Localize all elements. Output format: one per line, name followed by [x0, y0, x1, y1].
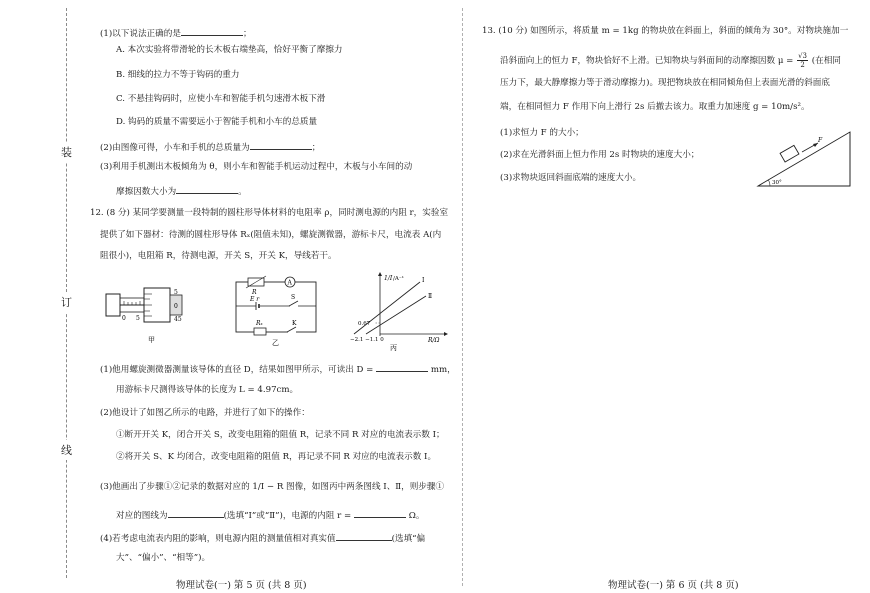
answer-blank [376, 362, 428, 372]
graph-y-unit: /A⁻¹ [393, 276, 404, 282]
figure-incline [752, 128, 858, 194]
circuit-source-label: E r [250, 296, 260, 303]
q11-option-b: B. 细线的拉力不等于钩码的重力 [116, 70, 240, 80]
q11-part3-line2: 摩擦因数大小为 。 [116, 184, 247, 198]
q13-line3: 压力下，最大静摩擦力等于滑动摩擦力)。现把物块放在相同倾角但上表面光滑的斜面底 [500, 78, 830, 88]
q12-part4-line2: 大”、“偏小”、“相等”)。 [116, 553, 211, 563]
micrometer-label-0b: 0 [122, 315, 126, 322]
q11-option-d: D. 钩码的质量不需要远小于智能手机和小车的总质量 [116, 117, 318, 127]
figure-graph [340, 270, 450, 356]
graph-x-tick-labels: −2.1 −1.1 0 [350, 337, 384, 343]
circuit-ammeter-label: A [287, 279, 292, 287]
answer-blank [354, 508, 406, 518]
q12-line2: 提供了如下器材：待测的圆柱形导体 Rₓ(阻值未知)，螺旋测微器，游标卡尺，电流表 A(内 [100, 230, 442, 240]
q13-part1: (1)求恒力 F 的大小； [500, 128, 584, 138]
q11-part3-line1: (3)利用手机测出木板倾角为 θ，则小车和智能手机运动过程中，木板与小车间的动 [100, 162, 413, 172]
binding-char-zhuang: 装 [61, 142, 72, 162]
q11-option-a: A. 本次实验将带滑轮的长木板右端垫高，恰好平衡了摩擦力 [116, 45, 343, 55]
q13-line2: 沿斜面向上的恒力 F，物块恰好不上滑。已知物块与斜面间的动摩擦因数 μ = $\frac{√3}{2}$ (在相同 [500, 52, 841, 69]
q12-part1-line1: (1)他用螺旋测微器测量该导体的直径 D，结果如图甲所示，可读出 D = mm， [100, 362, 456, 376]
answer-blank [181, 26, 243, 36]
figure-label-bing: 丙 [390, 344, 397, 352]
binding-char-ding: 订 [61, 292, 72, 312]
q12-line3: 阻很小)，电阻箱 R，待测电源，开关 S，开关 K，导线若干。 [100, 251, 337, 261]
q13-line4: 端，在相同恒力 F 作用下向上滑行 2s 后撤去该力。取重力加速度 g = 10m/s²。 [500, 102, 810, 112]
answer-blank [250, 140, 312, 150]
block [780, 145, 799, 162]
figure-label-yi: 乙 [272, 339, 279, 346]
graph-intercept-label: 0.67 [358, 321, 371, 327]
angle-label: 30° [772, 180, 782, 186]
binding-char-xian: 线 [61, 440, 72, 460]
answer-blank [176, 184, 238, 194]
q12-part3-line2: 对应的图线为 (选填“Ⅰ”或“Ⅱ”)，电源的内阻 r = Ω。 [116, 508, 424, 522]
figure-micrometer [104, 280, 214, 350]
page-footer-right: 物理试卷(一) 第 6 页 (共 8 页) [608, 580, 739, 591]
q13-part2: (2)求在光滑斜面上恒力作用 2s 时物块的速度大小； [500, 150, 700, 160]
graph-line-ii [366, 296, 426, 334]
figure-label-jia: 甲 [148, 336, 155, 344]
q13-heading: 13. (10 分) 如图所示，将质量 m = 1kg 的物块放在斜面上，斜面的倾角为 30°。对物块施加一 [482, 26, 849, 36]
mu-fraction: $\frac{√3}{2}$ [798, 52, 808, 69]
circuit-rx-label: Rₓ [256, 320, 263, 327]
q12-heading: 12. (8 分) 某同学要测量一段特制的圆柱形导体材料的电阻率 ρ，同时测电源的内阻 r，实验室 [90, 208, 449, 218]
micrometer-label-5: 5 [174, 289, 178, 296]
graph-label-ii: Ⅱ [428, 293, 433, 300]
q12-part3-line1: (3)他画出了步骤①②记录的数据对应的 1/I − R 图像，如图丙中两条图线 Ⅰ、Ⅱ，则步骤① [100, 482, 445, 492]
q11-option-c: C. 不悬挂钩码时，应使小车和智能手机匀速滑木板下滑 [116, 94, 326, 104]
graph-x-axis-label: R/Ω [428, 337, 440, 344]
page-footer-left: 物理试卷(一) 第 5 页 (共 8 页) [176, 580, 307, 591]
micrometer-label-0: 0 [174, 303, 178, 310]
q13-part3: (3)求物块返回斜面底端的速度大小。 [500, 173, 642, 183]
circuit-rheostat-label: R [252, 289, 257, 296]
graph-label-i: Ⅰ [422, 277, 425, 284]
q12-step1: ①断开开关 K，闭合开关 S，改变电阻箱的阻值 R，记录不同 R 对应的电流表示数 I； [116, 430, 445, 440]
answer-blank [336, 531, 392, 541]
micrometer-label-45: 45 [174, 316, 182, 323]
q11-part2: (2)由图像可得，小车和手机的总质量为 ； [100, 140, 320, 154]
figure-circuit [232, 274, 324, 350]
answer-blank [168, 508, 224, 518]
q12-part4-line1: (4)若考虑电流表内阻的影响，则电源内阻的测量值相对真实值 (选填“偏 [100, 531, 425, 545]
q12-step2: ②将开关 S、K 均闭合，改变电阻箱的阻值 R，再记录不同 R 对应的电流表示数 I。 [116, 452, 437, 462]
q11-part1: (1)以下说法正确的是 ； [100, 26, 252, 40]
q12-part1-line2: 用游标卡尺测得该导体的长度为 L = 4.97cm。 [116, 385, 299, 395]
right-page [462, 0, 870, 593]
q12-part2: (2)他设计了如图乙所示的电路，并进行了如下的操作： [100, 408, 310, 418]
micrometer-label-5b: 5 [136, 315, 140, 322]
force-label: F [818, 137, 823, 144]
circuit-switch-s-label: S [291, 294, 296, 301]
graph-y-axis-label: 1/I [384, 275, 393, 282]
circuit-switch-k-label: K [292, 320, 297, 327]
